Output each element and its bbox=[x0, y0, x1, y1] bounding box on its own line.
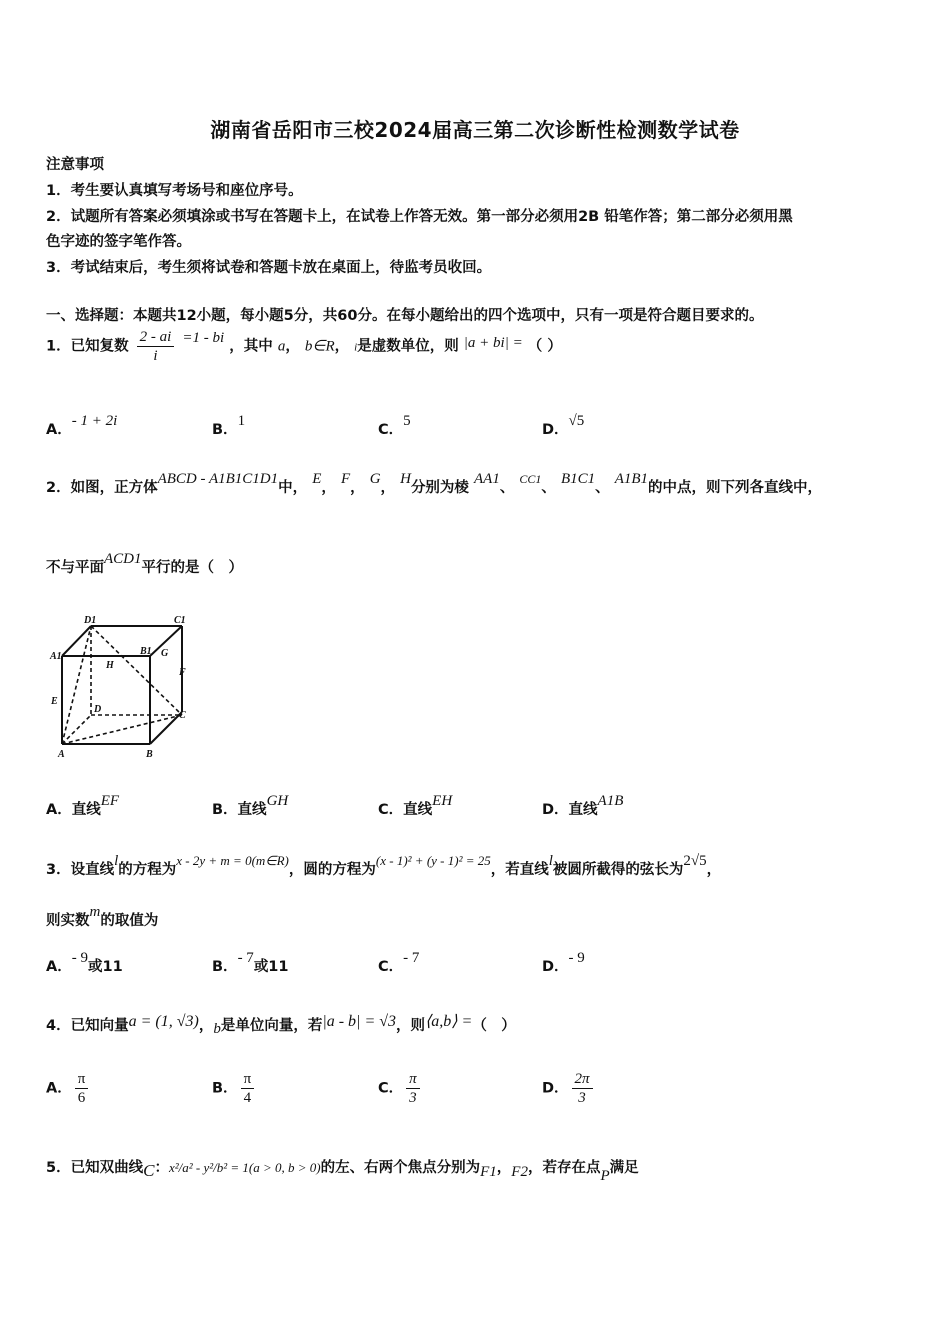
q1-denominator: i bbox=[153, 348, 158, 364]
option-value: - 7 bbox=[237, 950, 254, 966]
option-label: A． bbox=[46, 422, 72, 438]
q3-text: ，若直线 bbox=[490, 862, 549, 878]
q1-text: （ ） bbox=[527, 338, 562, 355]
q1-prefix: 1．已知复数 bbox=[46, 338, 129, 355]
notice-item: 1．考生要认真填写考场号和座位序号。 bbox=[46, 183, 303, 199]
q3-option-c bbox=[378, 950, 420, 976]
q4-vector-a: a = (1, √3) bbox=[128, 1013, 199, 1030]
label-a: A bbox=[58, 749, 65, 760]
question-3 bbox=[46, 853, 722, 879]
q1-sep: ， bbox=[285, 338, 300, 355]
option-denominator: 6 bbox=[77, 1090, 86, 1106]
option-value: GH bbox=[266, 793, 289, 809]
option-numerator: π bbox=[241, 1070, 255, 1089]
label-d: D bbox=[94, 704, 102, 715]
label-h: H bbox=[106, 660, 114, 671]
option-value: √5 bbox=[568, 413, 585, 429]
q1-rhs: =1 - bi bbox=[182, 329, 225, 346]
question-2-line2 bbox=[46, 551, 243, 577]
label-d1: D1 bbox=[84, 615, 97, 626]
q1-text: ，其中 bbox=[229, 338, 273, 355]
q5-focus-f2: F2 bbox=[511, 1164, 528, 1180]
q5-sep: ， bbox=[496, 1160, 512, 1176]
option-label: B． bbox=[212, 1080, 238, 1097]
option-value: - 7 bbox=[403, 950, 420, 966]
q2-option-b bbox=[212, 793, 289, 819]
q2-point-g: G bbox=[369, 471, 381, 487]
cube-figure bbox=[46, 612, 196, 762]
q3-line-l: l bbox=[548, 853, 553, 869]
q3-line-equation: x - 2y + m = 0(m∈R) bbox=[176, 853, 289, 868]
option-extra: 或11 bbox=[87, 959, 123, 975]
option-denominator: 4 bbox=[243, 1090, 252, 1106]
q4-option-d bbox=[542, 1070, 596, 1107]
q1-option-c bbox=[378, 413, 411, 439]
q3-text: ， bbox=[706, 862, 722, 878]
q3-chord-length: 2√5 bbox=[683, 853, 707, 869]
q2-sep: 、 bbox=[499, 480, 515, 496]
q3-text: ，圆的方程为 bbox=[288, 862, 376, 878]
q5-point-p: P bbox=[600, 1168, 610, 1184]
q4-text: （ ） bbox=[472, 1018, 516, 1034]
q1-b-in-r: b∈R bbox=[304, 338, 335, 355]
option-label: B． bbox=[212, 422, 238, 438]
q5-equation: x²/a² - y²/b² = 1(a > 0, b > 0) bbox=[168, 1160, 321, 1175]
question-4 bbox=[46, 1014, 516, 1035]
q2-sep: ， bbox=[321, 480, 336, 496]
option-label: B．直线 bbox=[212, 802, 267, 818]
q1-abs-expr: |a + bi| = bbox=[463, 334, 523, 351]
option-label: D． bbox=[542, 422, 569, 438]
q1-text: ， bbox=[334, 338, 350, 355]
q1-fraction bbox=[137, 328, 175, 365]
q2-text: 平行的是（ ） bbox=[141, 560, 243, 576]
option-value: EF bbox=[100, 793, 120, 809]
option-value: - 1 + 2i bbox=[71, 413, 118, 429]
option-value: EH bbox=[432, 793, 453, 809]
q4-text: ， bbox=[198, 1018, 214, 1034]
option-value: 1 bbox=[237, 413, 246, 429]
notice-heading: 注意事项 bbox=[46, 157, 104, 173]
q2-cube: ABCD - A1B1C1D1 bbox=[157, 471, 279, 487]
hidden-line bbox=[62, 626, 91, 744]
q5-text: ，若存在点 bbox=[527, 1160, 601, 1176]
q4-option-b bbox=[212, 1070, 257, 1107]
q5-focus-f1: F1 bbox=[480, 1164, 497, 1180]
question-3-line2 bbox=[46, 904, 159, 930]
q4-prefix: 4．已知向量 bbox=[46, 1018, 129, 1034]
q5-text: 满足 bbox=[609, 1160, 639, 1176]
option-label: D． bbox=[542, 1080, 569, 1097]
q4-angle: ⟨a,b⟩ = bbox=[425, 1013, 473, 1030]
q2-text: 分别为棱 bbox=[410, 480, 469, 496]
q2-sep: 、 bbox=[541, 480, 556, 496]
option-numerator: 2π bbox=[572, 1070, 593, 1089]
q4-text: 是单位向量，若 bbox=[220, 1018, 323, 1034]
option-label: B． bbox=[212, 959, 238, 975]
q2-edge: AA1 bbox=[474, 471, 500, 487]
q3-text: 的方程为 bbox=[118, 862, 177, 878]
q4-abs-def: |a - b| = √3 bbox=[322, 1013, 397, 1030]
q5-sep: ： bbox=[154, 1160, 169, 1176]
cube-edge bbox=[150, 712, 182, 744]
q5-prefix: 5．已知双曲线 bbox=[46, 1160, 144, 1176]
label-b1: B1 bbox=[140, 646, 152, 657]
q3-m: m bbox=[89, 904, 101, 920]
option-numerator: π bbox=[75, 1070, 89, 1089]
q2-edge: B1C1 bbox=[560, 471, 596, 487]
q1-option-b bbox=[212, 413, 246, 439]
q3-option-d bbox=[542, 950, 585, 976]
q4-vector-b: b bbox=[213, 1021, 221, 1037]
notice-item: 色字迹的签字笔作答。 bbox=[46, 234, 191, 250]
option-label: A．直线 bbox=[46, 802, 101, 818]
q2-text: 不与平面 bbox=[46, 560, 104, 576]
option-extra: 或11 bbox=[253, 959, 289, 975]
notice-item: 3．考试结束后，考生须将试卷和答题卡放在桌面上，待监考员收回。 bbox=[46, 260, 492, 276]
question-1 bbox=[46, 328, 562, 365]
q1-a: a bbox=[277, 338, 286, 355]
q5-text: 的左、右两个焦点分别为 bbox=[320, 1160, 481, 1176]
q3-prefix: 3．设直线 bbox=[46, 862, 115, 878]
page-title: 湖南省岳阳市三校2024届高三第二次诊断性检测数学试卷 bbox=[210, 118, 740, 142]
q2-text: 中， bbox=[278, 480, 308, 496]
option-label: A． bbox=[46, 1080, 72, 1097]
q3-option-b bbox=[212, 950, 289, 976]
q1-option-a bbox=[46, 413, 118, 439]
option-label: C．直线 bbox=[378, 802, 433, 818]
q1-i-symbol: i bbox=[354, 341, 358, 354]
q4-option-a bbox=[46, 1070, 91, 1107]
label-c: C bbox=[179, 710, 186, 721]
q3-text: 的取值为 bbox=[100, 913, 159, 929]
section-heading: 一、选择题：本题共12小题，每小题5分，共60分。在每小题给出的四个选项中，只有一项是符合题目要求的。 bbox=[46, 308, 764, 324]
option-numerator: π bbox=[406, 1070, 420, 1089]
notice-item: 2．试题所有答案必须填涂或书写在答题卡上，在试卷上作答无效。第一部分必须用2B 铅笔作答；第二部分必须用黑 bbox=[46, 209, 793, 225]
label-g: G bbox=[161, 648, 169, 659]
q5-curve-c: C bbox=[143, 1161, 155, 1180]
q2-sep: 、 bbox=[595, 480, 610, 496]
option-label: C． bbox=[378, 422, 404, 438]
q2-option-c bbox=[378, 793, 453, 819]
q1-option-d bbox=[542, 413, 585, 439]
label-e: E bbox=[51, 696, 58, 707]
q1-numerator: 2 - ai bbox=[137, 328, 175, 347]
q2-point-e: E bbox=[312, 471, 322, 487]
q3-option-a bbox=[46, 950, 123, 976]
option-denominator: 3 bbox=[409, 1090, 417, 1106]
q4-option-c bbox=[378, 1070, 423, 1107]
q4-text: ，则 bbox=[396, 1018, 426, 1034]
q2-text: 的中点，则下列各直线中， bbox=[648, 480, 823, 496]
q2-sep: ， bbox=[380, 480, 396, 496]
option-label: C． bbox=[378, 959, 404, 975]
q2-point-f: F bbox=[340, 471, 351, 487]
q3-line-l: l bbox=[114, 853, 119, 869]
label-f: F bbox=[179, 667, 186, 678]
q2-option-a bbox=[46, 793, 120, 819]
q3-circle-equation: (x - 1)² + (y - 1)² = 25 bbox=[375, 853, 491, 868]
label-b: B bbox=[146, 749, 153, 760]
option-value: - 9 bbox=[568, 950, 585, 966]
q3-text: 被圆所截得的弦长为 bbox=[552, 862, 684, 878]
option-label: D．直线 bbox=[542, 802, 598, 818]
option-label: A． bbox=[46, 959, 72, 975]
q2-sep: ， bbox=[350, 480, 365, 496]
question-5 bbox=[46, 1156, 639, 1184]
question-2 bbox=[46, 471, 823, 497]
option-label: D． bbox=[542, 959, 569, 975]
label-a1: A1 bbox=[50, 651, 62, 662]
option-value: A1B bbox=[597, 793, 624, 809]
q2-plane: ACD1 bbox=[104, 551, 142, 567]
q2-option-d bbox=[542, 793, 624, 819]
q2-edge: A1B1 bbox=[614, 471, 649, 487]
option-value: - 9 bbox=[71, 950, 88, 966]
q3-text: 则实数 bbox=[46, 913, 90, 929]
label-c1: C1 bbox=[174, 615, 186, 626]
option-value: 5 bbox=[403, 413, 411, 429]
option-denominator: 3 bbox=[578, 1090, 586, 1106]
q1-text: 是虚数单位，则 bbox=[357, 338, 459, 355]
q2-prefix: 2．如图，正方体 bbox=[46, 480, 158, 496]
q2-edge: CC1 bbox=[519, 472, 542, 486]
q2-point-h: H bbox=[400, 471, 411, 487]
option-label: C． bbox=[378, 1080, 404, 1097]
